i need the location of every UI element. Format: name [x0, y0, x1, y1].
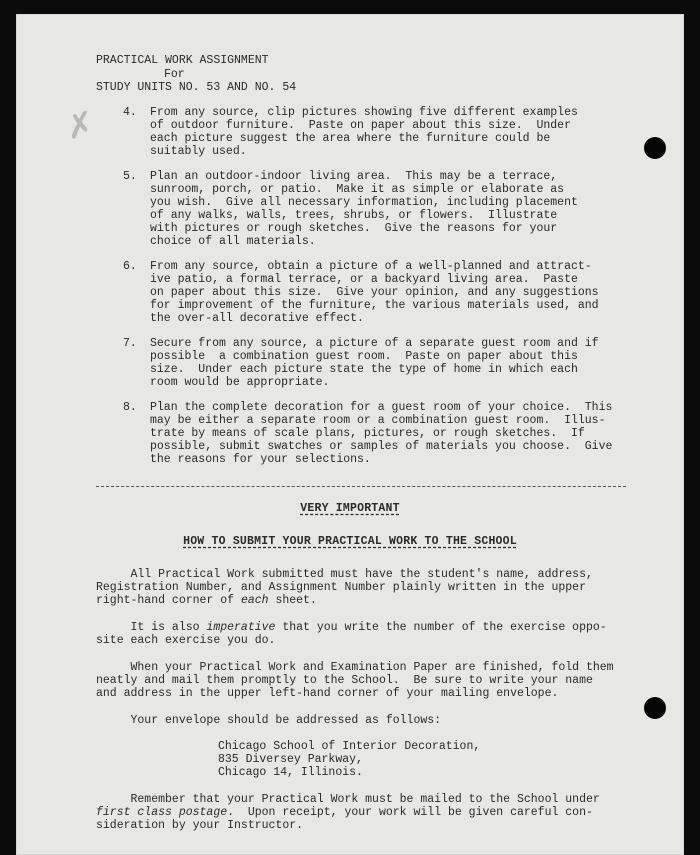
paragraph-fragment: right-hand corner of	[96, 594, 241, 607]
exercise-number: 5.	[123, 170, 137, 183]
exercise-line: the reasons for your selections.	[150, 453, 371, 466]
punch-hole-top	[644, 137, 666, 159]
exercise-text	[150, 170, 623, 248]
paragraph-line: Registration Number, and Assignment Number plainly written in the upper	[96, 581, 586, 594]
paragraph-line	[96, 621, 616, 634]
exercise-line: suitably used.	[150, 145, 247, 158]
exercise-line: each picture suggest the area where the furniture could be	[150, 132, 551, 145]
exercise-line: ive patio, a formal terrace, or a backyard living area. Paste	[150, 273, 578, 286]
exercise-number: 8.	[123, 401, 137, 414]
exercise-line: for improvement of the furniture, the various materials used, and	[150, 299, 599, 312]
header-line-3: STUDY UNITS NO. 53 AND NO. 54	[96, 81, 297, 94]
exercise-item	[123, 106, 623, 158]
header-line-1: PRACTICAL WORK ASSIGNMENT	[96, 54, 269, 67]
exercise-line: Plan an outdoor-indoor living area. This may be a terrace,	[150, 170, 558, 183]
exercise-line: size. Under each picture state the type of home in which each	[150, 363, 578, 376]
instruction-paragraph-2	[96, 621, 616, 647]
exercise-line: the over-all decorative effect.	[150, 312, 364, 325]
assignment-header	[96, 54, 296, 95]
exercise-line: Secure from any source, a picture of a separate guest room and if	[150, 337, 599, 350]
exercise-line: of any walks, walls, trees, shrubs, or flowers. Illustrate	[150, 209, 558, 222]
exercise-number: 4.	[123, 106, 137, 119]
punch-hole-bottom	[644, 697, 666, 719]
exercise-item	[123, 260, 623, 325]
exercise-line: you wish. Give all necessary information, including placement	[150, 196, 578, 209]
paragraph-line: All Practical Work submitted must have the student's name, address,	[96, 568, 593, 581]
paragraph-line: and address in the upper left-hand corner of your mailing envelope.	[96, 687, 559, 700]
how-to-submit-heading: HOW TO SUBMIT YOUR PRACTICAL WORK TO THE SCHOOL	[183, 535, 517, 548]
exercise-line: trate by means of scale plans, pictures, or rough sketches. If	[150, 427, 585, 440]
emphasis-text: first class postage	[96, 806, 228, 819]
emphasis-text: each	[240, 594, 269, 607]
exercise-number: 6.	[123, 260, 137, 273]
instruction-paragraph-1	[96, 568, 616, 607]
header-line-2: For	[164, 67, 185, 81]
dashed-divider	[96, 486, 626, 487]
address-line: Chicago School of Interior Decoration,	[218, 740, 481, 753]
exercise-line: room would be appropriate.	[150, 376, 330, 389]
exercise-line: possible a combination guest room. Paste on paper about this	[150, 350, 578, 363]
exercise-line: possible, submit swatches or samples of materials you choose. Give	[150, 440, 613, 453]
exercise-line: From any source, obtain a picture of a well-planned and attract-	[150, 260, 592, 273]
emphasis-text: imperative	[206, 621, 276, 634]
exercise-line: Plan the complete decoration for a guest room of your choice. This	[150, 401, 613, 414]
paragraph-fragment: sheet.	[268, 594, 317, 607]
instruction-paragraph-3	[96, 661, 616, 700]
exercise-line: choice of all materials.	[150, 235, 316, 248]
exercise-item	[123, 337, 623, 389]
paragraph-line: site each exercise you do.	[96, 634, 276, 647]
exercise-text	[150, 260, 623, 325]
exercise-item	[123, 401, 623, 466]
paragraph-line: Remember that your Practical Work must be mailed to the School under	[96, 793, 600, 806]
exercise-number: 7.	[123, 337, 137, 350]
exercise-line: with pictures or rough sketches. Give the reasons for your	[150, 222, 558, 235]
exercise-line: From any source, clip pictures showing five different examples	[150, 106, 578, 119]
exercise-line: sunroom, porch, or patio. Make it as simple or elaborate as	[150, 183, 565, 196]
instruction-paragraph-4	[96, 714, 616, 727]
document-page	[16, 14, 684, 855]
paragraph-fragment: It is also	[96, 621, 207, 634]
paragraph-line: Your envelope should be addressed as follows:	[96, 714, 442, 727]
paragraph-fragment: . Upon receipt, your work will be given careful con-	[227, 806, 593, 819]
instruction-paragraph-5	[96, 793, 616, 832]
address-line: 835 Diversey Parkway,	[218, 753, 363, 766]
pencil-check-mark: ✗	[62, 103, 99, 149]
exercise-text	[150, 106, 623, 158]
paragraph-line: When your Practical Work and Examination Paper are finished, fold them	[96, 661, 614, 674]
paragraph-line	[96, 594, 616, 607]
paragraph-line: neatly and mail them promptly to the School. Be sure to write your name	[96, 674, 593, 687]
exercise-text	[150, 337, 623, 389]
exercise-text	[150, 401, 623, 466]
exercise-list	[123, 106, 623, 478]
exercise-line: on paper about this size. Give your opinion, and any suggestions	[150, 286, 599, 299]
exercise-line: may be either a separate room or a combination guest room. Illus-	[150, 414, 606, 427]
paragraph-fragment: that you write the number of the exercise oppo-	[275, 621, 607, 634]
address-line: Chicago 14, Illinois.	[218, 766, 363, 779]
paragraph-line	[96, 806, 616, 819]
exercise-item	[123, 170, 623, 248]
mailing-address	[218, 740, 480, 779]
exercise-line: of outdoor furniture. Paste on paper about this size. Under	[150, 119, 571, 132]
paragraph-line: sideration by your Instructor.	[96, 819, 304, 832]
very-important-heading: VERY IMPORTANT	[300, 502, 400, 515]
